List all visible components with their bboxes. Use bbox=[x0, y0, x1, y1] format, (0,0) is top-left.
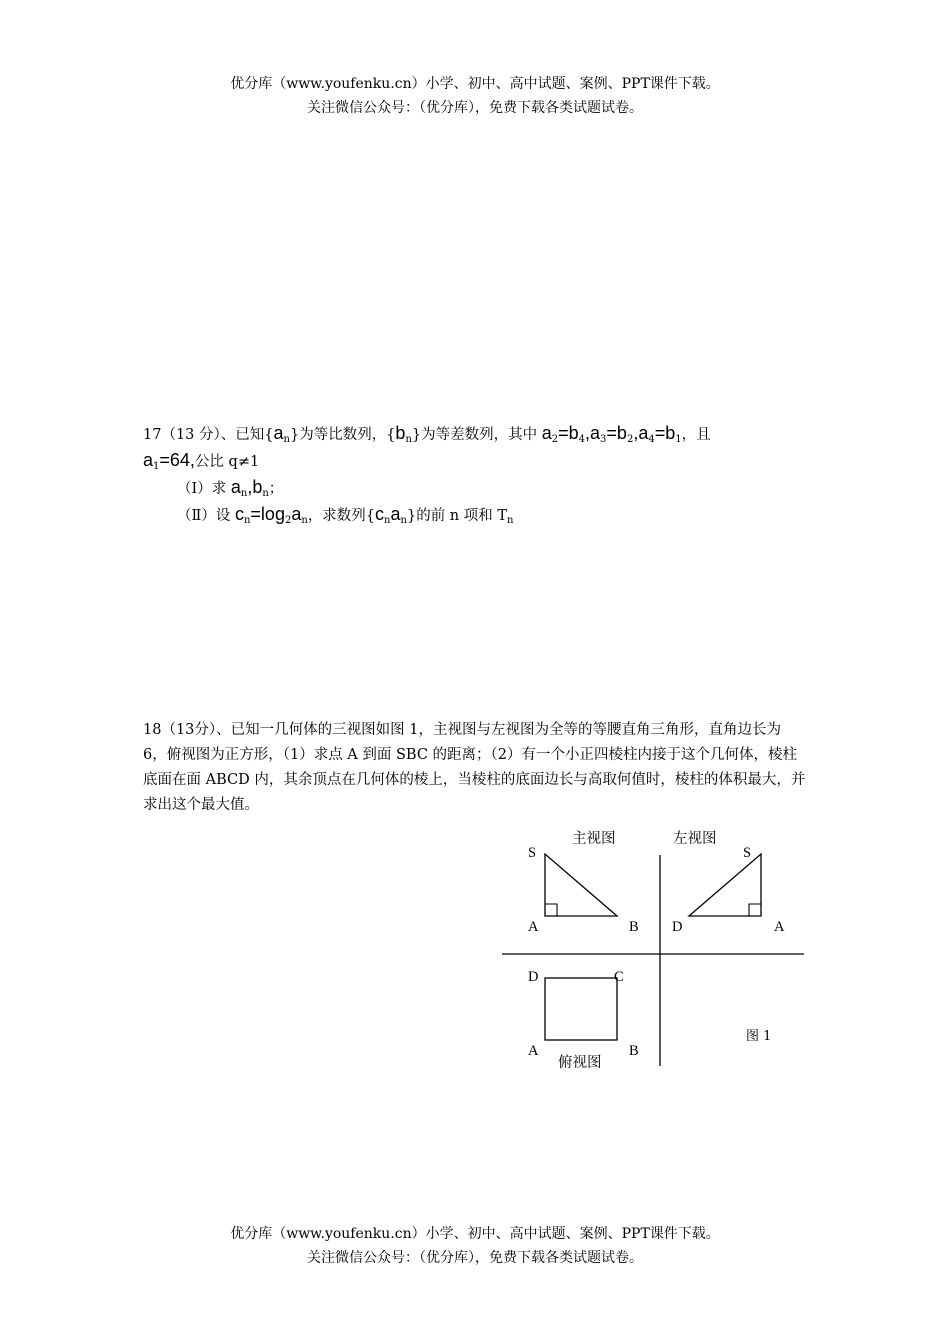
front-view-right-angle-mark bbox=[545, 904, 557, 916]
figure-number-label: 图 1 bbox=[746, 1029, 772, 1044]
three-view-figure bbox=[500, 822, 810, 1072]
header-line-2: 关注微信公众号：（优分库），免费下载各类试题试卷。 bbox=[307, 100, 643, 116]
top-label-d: D bbox=[528, 969, 539, 985]
page-header bbox=[0, 72, 950, 120]
top-label-a: A bbox=[528, 1043, 539, 1059]
top-view-square bbox=[545, 978, 617, 1040]
front-view-triangle bbox=[545, 854, 617, 916]
problem-18 bbox=[143, 718, 808, 818]
front-label-b: B bbox=[629, 919, 639, 935]
problem-17-part-1: （Ⅰ）求 $a_n,b_n$； bbox=[177, 477, 284, 499]
side-view-right-angle-mark bbox=[749, 904, 761, 916]
problem-17-statement: 17（13 分）、已知$\{a_n\}$为等比数列，$\{b_n\}$为等差数列，其中 $a_2=b_4,a_3=b_2,a_4=b_1$，且 $a_1=64$,公比 q≠1 bbox=[143, 423, 711, 472]
side-view-triangle bbox=[689, 854, 761, 916]
problem-17-part-2: （Ⅱ）设 $c_n=\log_2a_n$，求数列$\{c_na_n\}$的前 n 项和 $T_n$ bbox=[177, 504, 514, 526]
front-view-caption: 主视图 bbox=[572, 831, 616, 847]
top-view-caption: 俯视图 bbox=[558, 1055, 602, 1071]
problem-17 bbox=[143, 421, 808, 529]
problem-18-statement: 18（13分）、已知一几何体的三视图如图 1，主视图与左视图为全等的等腰直角三角形，直角边长为 6，俯视图为正方形，（1）求点 A 到面 SBC 的距离；（2）有一个小正四棱柱内接于这个几何体，棱柱底面在面 ABCD 内，其余顶点在几何体的棱上，当棱柱的底面边长与高取何值时，棱柱的体积最大，并求出这个最大值。 bbox=[143, 722, 806, 813]
front-label-a: A bbox=[528, 919, 539, 935]
front-label-s: S bbox=[528, 845, 537, 861]
footer-line-2: 关注微信公众号：（优分库），免费下载各类试题试卷。 bbox=[307, 1250, 643, 1266]
side-label-d: D bbox=[672, 919, 683, 935]
header-line-1: 优分库（www.youfenku.cn）小学、初中、高中试题、案例、PPT课件下载。 bbox=[230, 76, 720, 92]
top-label-c: C bbox=[614, 969, 624, 985]
footer-line-1: 优分库（www.youfenku.cn）小学、初中、高中试题、案例、PPT课件下载。 bbox=[230, 1226, 720, 1242]
side-label-s: S bbox=[743, 845, 752, 861]
side-label-a: A bbox=[774, 919, 785, 935]
page-footer bbox=[0, 1222, 950, 1270]
side-view-caption: 左视图 bbox=[673, 831, 717, 847]
top-label-b: B bbox=[629, 1043, 639, 1059]
